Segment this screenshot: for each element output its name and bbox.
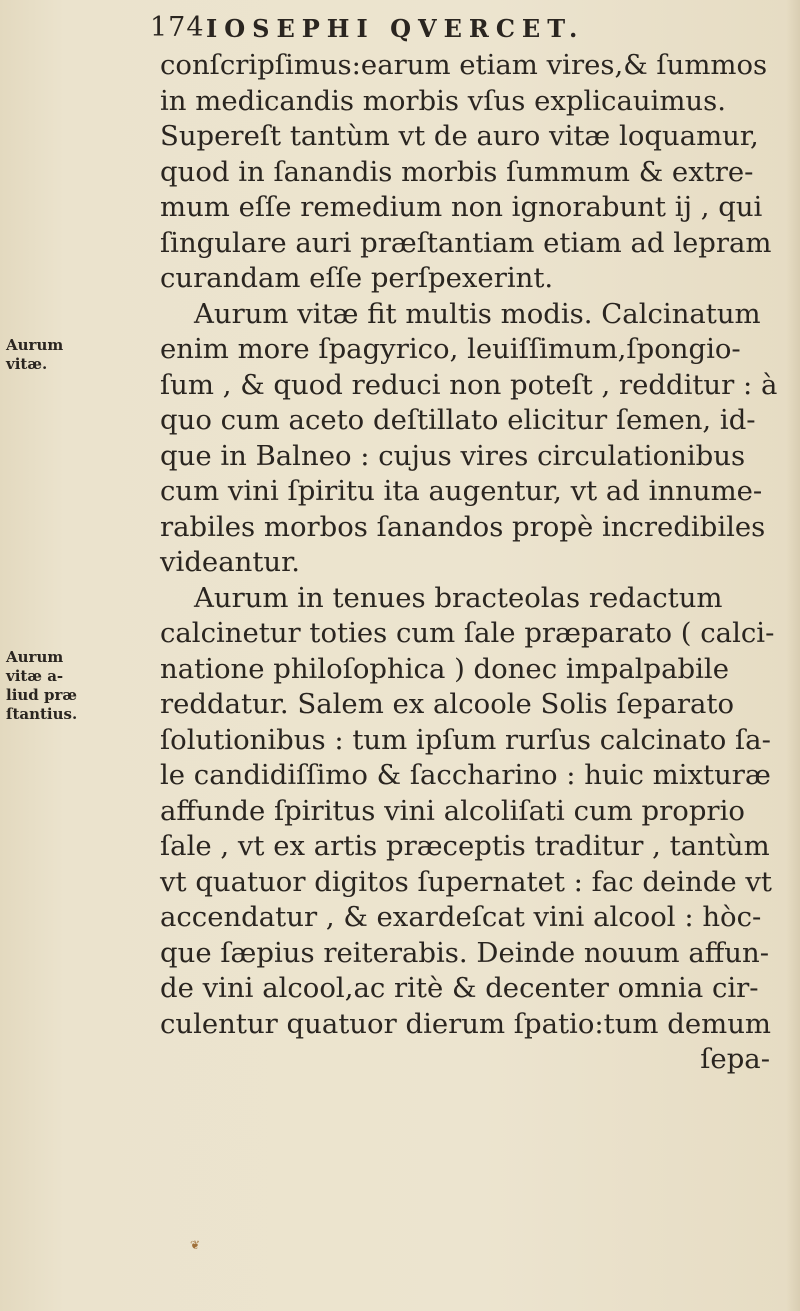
paragraph-start-line: Aurum vitæ fit multis modis. Calcinatum — [194, 297, 761, 330]
text-line: videantur. — [160, 546, 300, 578]
text-line: ſale , vt ex artis præceptis traditur , tantùm — [160, 830, 770, 862]
text-line: calcinetur toties cum ſale præparato ( calci- — [160, 617, 775, 649]
page-number: 174 — [150, 12, 205, 43]
text-line: cum vini ſpiritu ita augentur, vt ad innume- — [160, 475, 763, 507]
margin-note-line: vitæ a- — [6, 667, 64, 685]
text-line: conſcripſimus:earum etiam vires,& ſummos — [160, 49, 768, 81]
text-line: reddatur. Salem ex alcoole Solis ſeparato — [160, 688, 734, 720]
ink-speck: ❦ — [190, 1238, 201, 1252]
text-line: enim more ſpagyrico, leuiſſimum,ſpongio- — [160, 333, 741, 365]
text-line: ſolutionibus : tum ipſum rurſus calcinato ſa- — [160, 723, 771, 756]
text-line: quo cum aceto deſtillato elicitur ſemen, id- — [160, 404, 756, 436]
body-text — [160, 48, 800, 1078]
text-line: curandam eſſe perſpexerint. — [160, 262, 554, 294]
text-line: affunde ſpiritus vini alcoliſati cum proprio — [160, 794, 745, 827]
text-line: quod in ſanandis morbis ſummum & extre- — [160, 155, 754, 188]
text-line: vt quatuor digitos ſupernatet : fac deinde vt — [160, 865, 772, 898]
text-line: le candidiſſimo & ſaccharino : huic mixturæ — [160, 759, 771, 791]
running-head: IOSEPHI QVERCET. — [206, 14, 585, 43]
text-line: que ſæpius reiterabis. Deinde nouum affun- — [160, 936, 770, 969]
margin-note-aurum-vitae — [6, 336, 156, 374]
text-line: natione philoſophica ) donec impalpabile — [160, 652, 729, 685]
margin-note-line: liud præ — [6, 686, 78, 704]
catchword: ſepa- — [700, 1043, 770, 1075]
text-line: ſingulare auri præſtantiam etiam ad lepram — [160, 226, 772, 259]
page-header — [150, 6, 790, 46]
margin-note-line: Aurum — [6, 648, 64, 666]
text-line: ſum , & quod reduci non poteſt , redditur : à — [160, 368, 778, 401]
paragraph-start-line: Aurum in tenues bracteolas redactum — [194, 581, 723, 614]
text-line: que in Balneo : cujus vires circulationibus — [160, 439, 746, 472]
text-line: Supereſt tantùm vt de auro vitæ loquamur, — [160, 120, 759, 152]
margin-note-line: Aurum — [6, 336, 64, 354]
margin-note-line: vitæ. — [6, 355, 48, 373]
page-edge-shadow — [786, 0, 800, 1311]
text-line: de vini alcool,ac ritè & decenter omnia cir- — [160, 972, 759, 1004]
margin-note-line: ſtantius. — [6, 705, 78, 723]
text-line: mum eſſe remedium non ignorabunt ij , qui — [160, 191, 763, 223]
text-line: accendatur , & exardeſcat vini alcool : hòc- — [160, 901, 762, 933]
margin-note-aurum-vitae-aliud — [6, 648, 156, 724]
text-line: rabiles morbos ſanandos propè incredibiles — [160, 510, 766, 543]
text-line: in medicandis morbis vſus explicauimus. — [160, 84, 726, 117]
text-line: culentur quatuor dierum ſpatio:tum demum — [160, 1007, 771, 1040]
